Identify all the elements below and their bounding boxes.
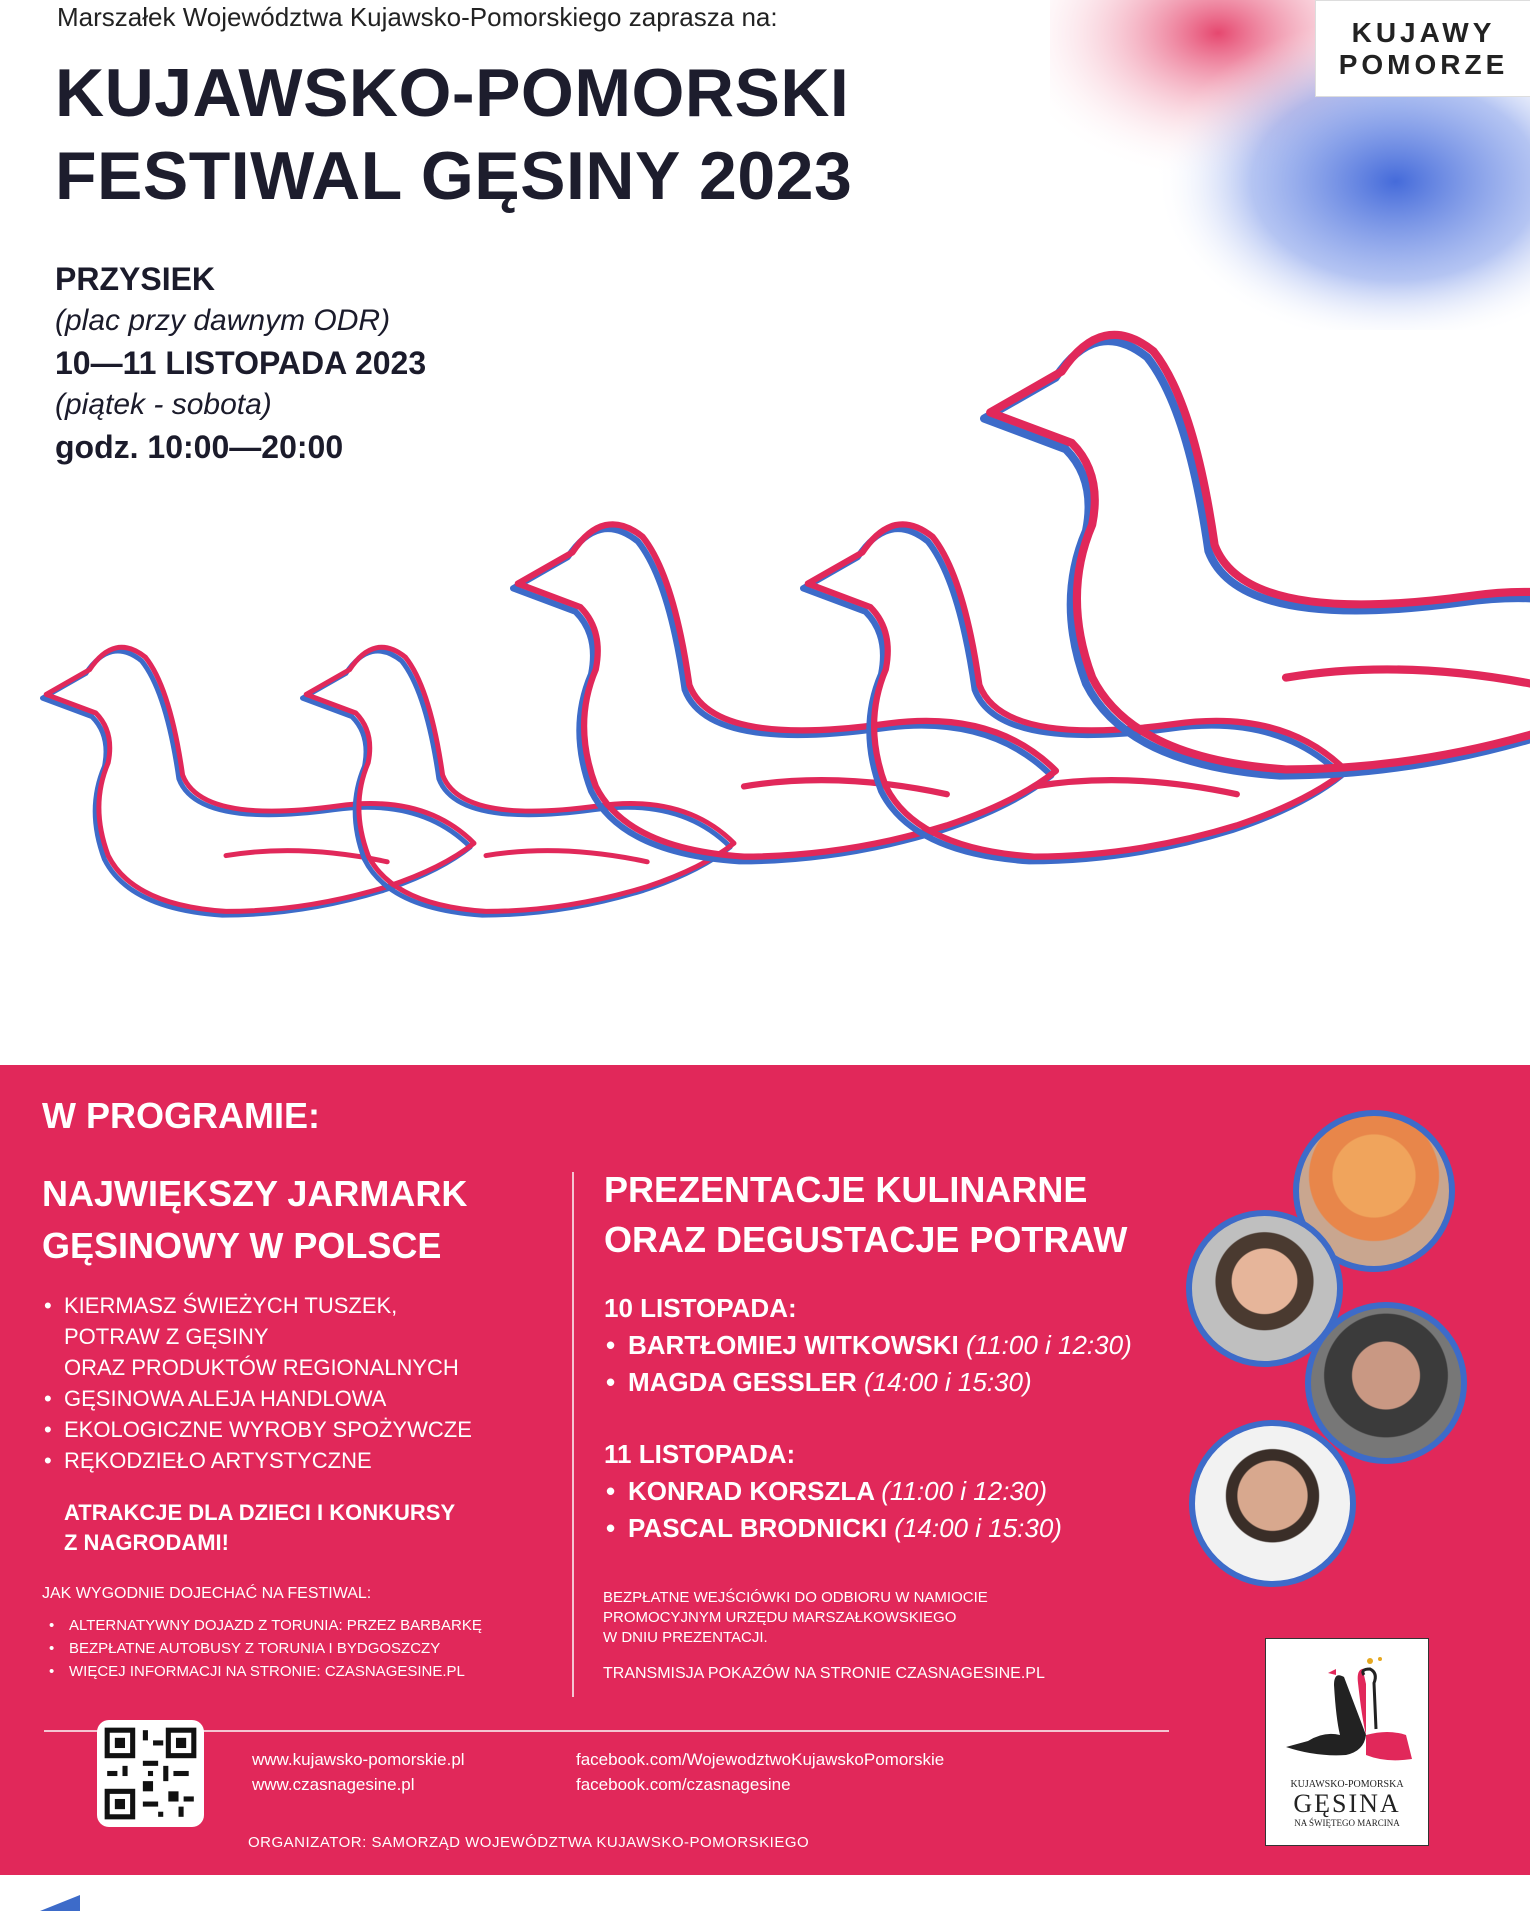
facebook-link[interactable]: facebook.com/WojewodztwoKujawskoPomorskie bbox=[576, 1750, 945, 1769]
kujawy-pomorze-logo bbox=[1315, 0, 1530, 97]
chef-name: MAGDA GESSLER bbox=[628, 1367, 857, 1397]
event-place: PRZYSIEK bbox=[55, 261, 216, 297]
footer-divider bbox=[44, 1730, 1169, 1732]
list-item: • KIERMASZ ŚWIEŻYCH TUSZEK, bbox=[44, 1290, 472, 1321]
culinary-heading-line-2: ORAZ DEGUSTACJE POTRAW bbox=[604, 1219, 1128, 1260]
chef-name: PASCAL BRODNICKI bbox=[628, 1513, 888, 1543]
list-item-continued: POTRAW Z GĘSINY bbox=[64, 1324, 269, 1349]
column-divider bbox=[572, 1172, 574, 1697]
website-link[interactable]: www.czasnagesine.pl bbox=[252, 1775, 415, 1794]
list-item: • ALTERNATYWNY DOJAZD Z TORUNIA: PRZEZ BARBARKĘ bbox=[44, 1614, 482, 1637]
gesina-line-3: NA ŚWIĘTEGO MARCINA bbox=[1294, 1818, 1400, 1828]
list-item: • RĘKODZIEŁO ARTYSTYCZNE bbox=[44, 1445, 472, 1476]
title-line-2: FESTIWAL GĘSINY 2023 bbox=[55, 138, 853, 214]
fair-heading-line-2: GĘSINOWY W POLSCE bbox=[42, 1225, 442, 1266]
event-hours: godz. 10:00—20:00 bbox=[55, 429, 344, 465]
chef-entry bbox=[604, 1364, 1132, 1401]
chef-photo-pascal-brodnicki bbox=[1305, 1302, 1467, 1464]
fair-items-list bbox=[44, 1290, 472, 1476]
website-links bbox=[252, 1747, 465, 1797]
facebook-link[interactable]: facebook.com/czasnagesine bbox=[576, 1775, 791, 1794]
fair-heading bbox=[42, 1168, 467, 1272]
list-item-continued: ORAZ PRODUKTÓW REGIONALNYCH bbox=[64, 1355, 459, 1380]
culinary-heading-line-1: PREZENTACJE KULINARNE bbox=[604, 1169, 1088, 1210]
broadcast-note: TRANSMISJA POKAZÓW NA STRONIE CZASNAGESINE.PL bbox=[603, 1665, 1045, 1682]
list-item: • GĘSINOWA ALEJA HANDLOWA bbox=[44, 1383, 472, 1414]
chef-time: (11:00 i 12:30) bbox=[966, 1330, 1132, 1360]
chef-entry bbox=[604, 1327, 1132, 1364]
travel-list bbox=[44, 1614, 482, 1683]
chef-time: (14:00 i 15:30) bbox=[894, 1513, 1062, 1543]
chef-entry bbox=[604, 1473, 1132, 1510]
geese-illustration bbox=[40, 290, 1530, 1070]
tickets-line-1: BEZPŁATNE WEJŚCIÓWKI DO ODBIORU W NAMIOCIE bbox=[603, 1589, 988, 1606]
logo-line-1: KUJAWY bbox=[1351, 16, 1496, 48]
event-dates: 10—11 LISTOPADA 2023 bbox=[55, 345, 427, 381]
logo-line-2: POMORZE bbox=[1338, 48, 1509, 80]
bottom-corner-shape bbox=[40, 1895, 80, 1911]
qr-code[interactable] bbox=[97, 1720, 204, 1827]
chef-time: (11:00 i 12:30) bbox=[881, 1476, 1048, 1506]
chef-name: KONRAD KORSZLA bbox=[628, 1476, 875, 1506]
program-heading: W PROGRAMIE: bbox=[42, 1095, 320, 1136]
list-item: • EKOLOGICZNE WYROBY SPOŻYWCZE bbox=[44, 1414, 472, 1445]
gesina-logo bbox=[1265, 1638, 1429, 1846]
intro-text: Marszałek Województwa Kujawsko-Pomorskiego zaprasza na: bbox=[57, 2, 778, 32]
list-item: • WIĘCEJ INFORMACJI NA STRONIE: CZASNAGESINE.PL bbox=[44, 1660, 482, 1683]
goose-icon bbox=[302, 647, 734, 915]
goose-icon bbox=[984, 335, 1530, 776]
list-item: • BEZPŁATNE AUTOBUSY Z TORUNIA I BYDGOSZCZY bbox=[44, 1637, 482, 1660]
chef-time: (14:00 i 15:30) bbox=[863, 1367, 1032, 1397]
attractions-text bbox=[64, 1498, 455, 1558]
geese-logo-icon bbox=[1266, 1639, 1428, 1774]
travel-heading: JAK WYGODNIE DOJECHAĆ NA FESTIWAL: bbox=[42, 1585, 372, 1602]
title-line-1: KUJAWSKO-POMORSKI bbox=[55, 55, 850, 131]
gesina-line-2: GĘSINA bbox=[1293, 1789, 1401, 1818]
event-days: (piątek - sobota) bbox=[55, 388, 272, 421]
day-heading: 11 LISTOPADA: bbox=[604, 1439, 796, 1469]
event-place-note: (plac przy dawnym ODR) bbox=[55, 304, 391, 337]
tickets-note bbox=[603, 1588, 988, 1648]
chef-name: BARTŁOMIEJ WITKOWSKI bbox=[628, 1330, 959, 1360]
culinary-heading bbox=[604, 1165, 1127, 1265]
facebook-links bbox=[576, 1747, 944, 1797]
fair-heading-line-1: NAJWIĘKSZY JARMARK bbox=[42, 1173, 468, 1214]
qr-code-icon bbox=[97, 1720, 204, 1827]
attractions-line-2: Z NAGRODAMI! bbox=[64, 1530, 229, 1555]
tickets-line-3: W DNIU PREZENTACJI. bbox=[603, 1629, 768, 1646]
goose-icon bbox=[42, 647, 474, 915]
chef-photo-konrad-korszla bbox=[1189, 1420, 1356, 1587]
culinary-schedule bbox=[604, 1290, 1132, 1547]
attractions-line-1: ATRAKCJE DLA DZIECI I KONKURSY bbox=[64, 1500, 456, 1525]
chef-entry bbox=[604, 1510, 1132, 1547]
tickets-line-2: PROMOCYJNYM URZĘDU MARSZAŁKOWSKIEGO bbox=[603, 1609, 957, 1626]
organizer-text: ORGANIZATOR: SAMORZĄD WOJEWÓDZTWA KUJAWSKO-POMORSKIEGO bbox=[248, 1834, 810, 1851]
page-title bbox=[55, 52, 852, 218]
website-link[interactable]: www.kujawsko-pomorskie.pl bbox=[252, 1750, 465, 1769]
gesina-line-1: KUJAWSKO-POMORSKA bbox=[1290, 1779, 1404, 1790]
day-heading: 10 LISTOPADA: bbox=[604, 1293, 797, 1323]
